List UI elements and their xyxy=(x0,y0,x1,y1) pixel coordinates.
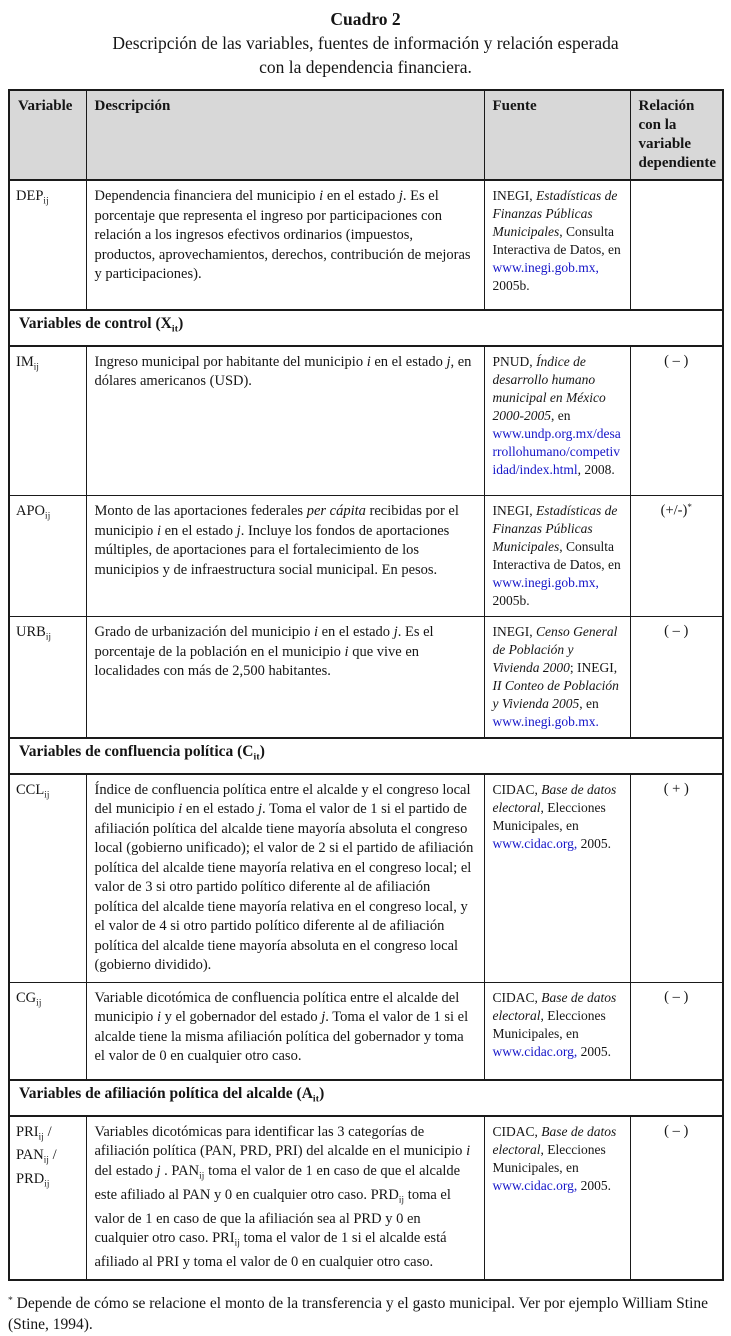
text-segment: Grado de urbanización del municipio xyxy=(94,624,314,641)
text-segment: Índice de confluencia política entre el alcalde y el congreso local del municipio xyxy=(94,781,471,818)
cell-source-dep xyxy=(484,180,630,310)
text-segment: . Es el porcentaje de la población en el municipio xyxy=(94,624,434,660)
cell-source-cg xyxy=(484,982,630,1080)
text-segment: ( – ) xyxy=(664,352,689,369)
subscript: it xyxy=(171,323,179,335)
text-segment: j xyxy=(321,1009,326,1026)
subscript: ij xyxy=(43,1154,50,1165)
table-header-row xyxy=(9,90,723,180)
text-segment: 2005b. xyxy=(492,593,530,609)
section-label-afiliacion xyxy=(9,1080,723,1116)
cell-relation-urb xyxy=(630,617,723,739)
cell-variable-apo xyxy=(9,496,86,617)
text-segment: Estadísticas de Finanzas Públicas Municipales xyxy=(492,188,618,239)
section-row-confluencia xyxy=(9,738,723,774)
section-label-control xyxy=(9,310,723,346)
subscript: ij xyxy=(43,195,49,206)
subscript: ij xyxy=(33,361,40,372)
table-row-dep xyxy=(9,180,723,310)
text-segment: . Es el porcentaje que representa el ingreso por participaciones con relación a los ingresos efectivos ordinarios (impuestos, productos, aprovechamientos, derechos, contribución de mejoras y participaciones). xyxy=(94,188,471,282)
superscript: * xyxy=(687,502,692,513)
text-segment: toma el valor de 1 en caso de que la afiliación sea al PRD y 0 en cualquier otro caso. PRI xyxy=(94,1186,451,1247)
text-segment: toma el valor de 1 si el alcalde está afiliado al PRI y toma el valor de 0 en cualquier otro caso. xyxy=(94,1230,447,1271)
table-row-urb xyxy=(9,617,723,739)
cell-description-im xyxy=(86,346,484,496)
text-segment: , 2008. xyxy=(577,461,615,477)
cell-variable-pri-pan-prd xyxy=(9,1116,86,1280)
subscript: ij xyxy=(45,510,51,521)
text-segment: Variables de afiliación política del alcalde (A xyxy=(19,1085,313,1103)
text-segment: (+/-) xyxy=(660,502,688,519)
subscript: ij xyxy=(398,1194,405,1205)
text-segment: j xyxy=(398,188,403,204)
subscript: ij xyxy=(36,997,42,1008)
text-segment: i xyxy=(156,522,161,539)
text-segment: Base de datos electoral xyxy=(492,781,617,815)
cell-variable-cg xyxy=(9,982,86,1080)
text-segment: INEGI, xyxy=(492,503,536,519)
text-segment: , Consulta Interactiva de Datos, en xyxy=(492,224,621,257)
text-segment: ( – ) xyxy=(664,623,689,640)
text-segment: ; INEGI, xyxy=(569,660,618,676)
cell-relation-ccl xyxy=(630,774,723,983)
text-segment: / PRD xyxy=(16,1147,57,1187)
text-segment: ( + ) xyxy=(663,780,689,797)
cell-description-urb xyxy=(86,617,484,739)
text-segment: del estado xyxy=(94,1162,157,1179)
cell-variable-im xyxy=(9,346,86,496)
text-segment: INEGI, xyxy=(492,188,536,203)
text-segment: ) xyxy=(259,743,265,761)
text-segment: en el estado xyxy=(323,188,399,204)
column-header-descripcion: Descripción xyxy=(86,90,484,180)
cell-description-apo xyxy=(86,496,484,617)
text-segment: y el gobernador del estado xyxy=(160,1009,322,1026)
text-segment: en el estado xyxy=(160,522,237,539)
text-segment: Estadísticas de Finanzas Públicas Municipales xyxy=(492,503,618,555)
subscript: it xyxy=(253,751,260,763)
text-segment: INEGI, xyxy=(492,624,536,640)
subscript: it xyxy=(312,1093,320,1105)
cell-source-im xyxy=(484,346,630,496)
table-number: Cuadro 2 xyxy=(330,9,401,29)
text-segment: ) xyxy=(319,1085,325,1103)
superscript: * xyxy=(8,1294,13,1306)
url-link[interactable]: www.inegi.gob.mx, xyxy=(492,575,599,591)
text-segment: Monto de las aportaciones federales xyxy=(94,503,307,520)
text-segment: Base de datos electoral xyxy=(492,1123,617,1157)
text-segment: i xyxy=(313,624,318,641)
text-segment: , en xyxy=(551,407,571,423)
text-segment: CCL xyxy=(16,781,45,798)
footnote xyxy=(8,1290,721,1336)
url-link[interactable]: www.cidac.org, xyxy=(492,1177,578,1193)
text-segment: j xyxy=(156,1162,161,1179)
text-segment: 2005b. xyxy=(492,278,530,293)
subscript: ij xyxy=(234,1237,240,1248)
cell-source-apo xyxy=(484,496,630,617)
table-title-line1: Descripción de las variables, fuentes de información y relación esperada xyxy=(112,33,619,53)
text-segment: 2005. xyxy=(577,1177,611,1193)
text-segment: Ingreso municipal por habitante del municipio xyxy=(94,353,367,370)
text-segment: j xyxy=(446,353,451,370)
text-segment: Depende de cómo se relacione el monto de la transferencia y el gasto municipal. Ver por ejemplo William Stine (Stine, 1994). xyxy=(8,1294,709,1334)
text-segment: 2005. xyxy=(577,835,611,851)
text-segment: Base de datos electoral xyxy=(492,989,617,1023)
column-header-relacion: Relación con la variable dependiente xyxy=(630,90,723,180)
text-segment: APO xyxy=(16,503,46,520)
text-segment: . Incluye los fondos de aportaciones múltiples, de aportaciones para el fortalecimiento de los municipios y de infraestructura social municipal. En pesos. xyxy=(94,522,450,578)
text-segment: ) xyxy=(178,315,184,332)
text-segment: PRI xyxy=(16,1123,39,1140)
section-row-afiliacion xyxy=(9,1080,723,1116)
text-segment: en el estado xyxy=(317,624,394,641)
table-row-apo xyxy=(9,496,723,617)
text-segment: DEP xyxy=(16,188,44,204)
text-segment: / PAN xyxy=(16,1123,52,1164)
column-header-variable: Variable xyxy=(9,90,86,180)
cell-description-cg xyxy=(86,982,484,1080)
text-segment: II Conteo de Población y Vivienda 2005 xyxy=(492,678,619,712)
text-segment: Variables dicotómicas para identificar las 3 categorías de afiliación política (PAN, PRD, PRI) del alcalde en el municipio xyxy=(94,1123,467,1160)
text-segment: Índice de desarrollo humano municipal en México 2000-2005 xyxy=(492,353,606,423)
text-segment: i xyxy=(319,188,324,204)
table-title-line2: con la dependencia financiera. xyxy=(259,57,472,77)
column-header-fuente: Fuente xyxy=(484,90,630,180)
text-segment: i xyxy=(344,643,349,660)
text-segment: , en dólares americanos (USD). xyxy=(94,353,472,390)
url-link[interactable]: www.inegi.gob.mx. xyxy=(492,714,599,730)
url-link[interactable]: www.inegi.gob.mx, xyxy=(492,260,599,275)
url-link[interactable]: www.cidac.org, xyxy=(492,835,578,851)
text-segment: , Elecciones Municipales, en xyxy=(492,1141,606,1175)
text-segment: en el estado xyxy=(182,801,258,818)
cell-source-pri-pan-prd xyxy=(484,1116,630,1280)
text-segment: , en xyxy=(579,696,599,712)
text-segment: que vive en localidades con más de 2,500 habitantes. xyxy=(94,643,420,680)
text-segment: , Elecciones Municipales, en xyxy=(492,1007,606,1041)
subscript: ij xyxy=(44,789,50,800)
text-segment: j xyxy=(236,522,241,539)
text-segment: CIDAC, xyxy=(492,781,542,797)
cell-relation-apo xyxy=(630,496,723,617)
section-label-confluencia xyxy=(9,738,723,774)
subscript: ij xyxy=(44,1178,50,1189)
subscript: ij xyxy=(45,631,52,642)
cell-relation-dep xyxy=(630,180,723,310)
text-segment: ( – ) xyxy=(664,988,689,1005)
table-row-pri-pan-prd xyxy=(9,1116,723,1280)
text-segment: CIDAC, xyxy=(492,1123,542,1139)
text-segment: , Elecciones Municipales, en xyxy=(492,799,606,833)
text-segment: i xyxy=(366,353,371,370)
cell-source-ccl xyxy=(484,774,630,983)
text-segment: j xyxy=(393,624,398,641)
cell-source-urb xyxy=(484,617,630,739)
table-caption xyxy=(0,0,731,79)
text-segment: Censo General de Población y Vivienda 2000 xyxy=(492,624,618,676)
cell-description-dep xyxy=(86,180,484,310)
cell-variable-ccl xyxy=(9,774,86,983)
text-segment: . PAN xyxy=(160,1162,200,1179)
section-row-control xyxy=(9,310,723,346)
variables-table xyxy=(8,89,724,1281)
text-segment: CG xyxy=(16,989,37,1006)
cell-relation-im xyxy=(630,346,723,496)
subscript: ij xyxy=(38,1131,44,1142)
text-segment: URB xyxy=(16,624,46,641)
cell-relation-pri-pan-prd xyxy=(630,1116,723,1280)
table-row-cg xyxy=(9,982,723,1080)
text-segment: ( – ) xyxy=(664,1122,689,1139)
subscript: ij xyxy=(199,1170,205,1181)
text-segment: en el estado xyxy=(370,353,447,370)
text-segment: Dependencia financiera del municipio xyxy=(94,188,320,204)
cell-description-pri-pan-prd xyxy=(86,1116,484,1280)
text-segment: Variable dicotómica de confluencia política entre el alcalde del municipio xyxy=(94,989,460,1026)
table-row-im xyxy=(9,346,723,496)
text-segment: recibidas por el municipio xyxy=(94,503,459,539)
text-segment: per cápita xyxy=(306,503,366,520)
text-segment: , Consulta Interactiva de Datos, en xyxy=(492,539,621,573)
url-link[interactable]: www.cidac.org, xyxy=(492,1043,578,1059)
text-segment: i xyxy=(156,1009,161,1026)
text-segment: PNUD, xyxy=(492,353,537,369)
text-segment: CIDAC, xyxy=(492,989,542,1005)
text-segment: IM xyxy=(16,353,34,370)
text-segment: Variables de control (X xyxy=(19,315,172,332)
cell-variable-urb xyxy=(9,617,86,739)
cell-description-ccl xyxy=(86,774,484,983)
cell-variable-dep xyxy=(9,180,86,310)
cell-relation-cg xyxy=(630,982,723,1080)
text-segment: 2005. xyxy=(577,1043,611,1059)
text-segment: Variables de confluencia política (C xyxy=(19,743,254,761)
text-segment: . Toma el valor de 1 si el alcalde tiene la misma afiliación política del gobernador y toma el valor de 0 en cualquier otro caso. xyxy=(94,1009,469,1065)
text-segment: j xyxy=(258,801,263,818)
text-segment: i xyxy=(178,801,183,818)
text-segment: toma el valor de 1 en caso de que el alcalde este afiliado al PAN y 0 en cualquier otro caso. PRD xyxy=(94,1162,461,1203)
table-row-ccl xyxy=(9,774,723,983)
url-link[interactable]: www.undp.org.mx/desarrollohumano/competividad/index.html xyxy=(492,425,621,477)
text-segment: i xyxy=(466,1143,471,1160)
text-segment: . Toma el valor de 1 si el partido de afiliación política del alcalde tiene mayoría absoluta el congreso local (gobierno unificado); el valor de 2 si el partido de afiliación política del alcalde tiene mayoría relativa en el congreso local; el valor de 3 si otro partido político diferente al de afiliación política del alcalde tiene mayoría relativa en el congreso local, y el valor de 4 si otro partido político diferente al de afiliación política del alcalde tiene mayoría absoluta en el congreso local (gobierno dividido). xyxy=(94,801,474,974)
